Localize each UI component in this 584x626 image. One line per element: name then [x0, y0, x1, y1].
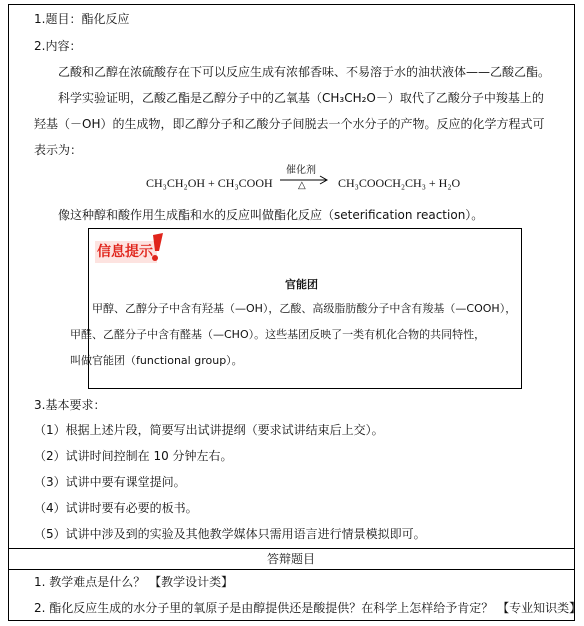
divider-bottom — [8, 569, 575, 570]
content-label: 2.内容： — [34, 39, 82, 53]
defense-question: 1. 教学难点是什么？ 【教学设计类】 — [34, 575, 234, 589]
requirements-label: 3.基本要求： — [34, 398, 106, 412]
info-line-2: 甲醛、乙醛分子中含有醛基（—CHO）。这些基团反映了一类有机化合物的共同特性， — [70, 328, 486, 341]
requirement-item: （5）试讲中涉及到的实验及其他教学媒体只需用语言进行情景模拟即可。 — [34, 527, 426, 541]
equation-products: CH₃COOCH₂CH₃ + H₂O — [338, 176, 461, 190]
requirement-item: （2）试讲时间控制在 10 分钟左右。 — [34, 449, 233, 463]
info-heading: 官能团 — [285, 278, 318, 291]
equation-catalyst: 催化剂 — [286, 165, 316, 176]
paragraph-3: 像这种醇和酸作用生成酯和水的反应叫做酯化反应（seterification reaction）。 — [58, 208, 484, 222]
title-line: 1.题目：酯化反应 — [34, 12, 130, 26]
divider-top — [8, 548, 575, 549]
paragraph-2-line-3: 表示为： — [34, 143, 83, 157]
info-line-1: 甲醇、乙醇分子中含有羟基（—OH），乙酸、高级脂肪酸分子中含有羧基（—COOH）， — [92, 302, 517, 315]
requirement-item: （4）试讲时要有必要的板书。 — [34, 501, 198, 515]
info-badge — [93, 231, 171, 269]
badge-text: 信息提示 — [97, 244, 153, 260]
requirement-item: （3）试讲中要有课堂提问。 — [34, 475, 186, 489]
defense-header: 答辩题目 — [267, 552, 316, 566]
paragraph-1: 乙酸和乙醇在浓硫酸存在下可以反应生成有浓郁香味、不易溶于水的油状液体——乙酸乙酯。 — [58, 65, 551, 79]
info-line-3: 叫做官能团（functional group）。 — [70, 354, 243, 367]
reaction-arrow — [278, 166, 330, 194]
paragraph-2-line-1: 科学实验证明，乙酸乙酯是乙醇分子中的乙氧基（CH₃CH₂O－）取代了乙酸分子中羧基上的 — [58, 91, 544, 105]
defense-question: 2. 酯化反应生成的水分子里的氧原子是由醇提供还是酸提供？在科学上怎样给予肯定？ 【专业知识类】 — [34, 601, 582, 615]
equation-reactants: CH₃CH₂OH + CH₃COOH — [146, 176, 273, 190]
requirement-item: （1）根据上述片段，简要写出试讲提纲（要求试讲结束后上交）。 — [34, 423, 384, 437]
paragraph-2-line-2: 羟基（－OH）的生成物，即乙醇分子和乙酸分子间脱去一个水分子的产物。反应的化学方程式可 — [34, 117, 545, 131]
equation-condition: △ — [298, 180, 306, 191]
